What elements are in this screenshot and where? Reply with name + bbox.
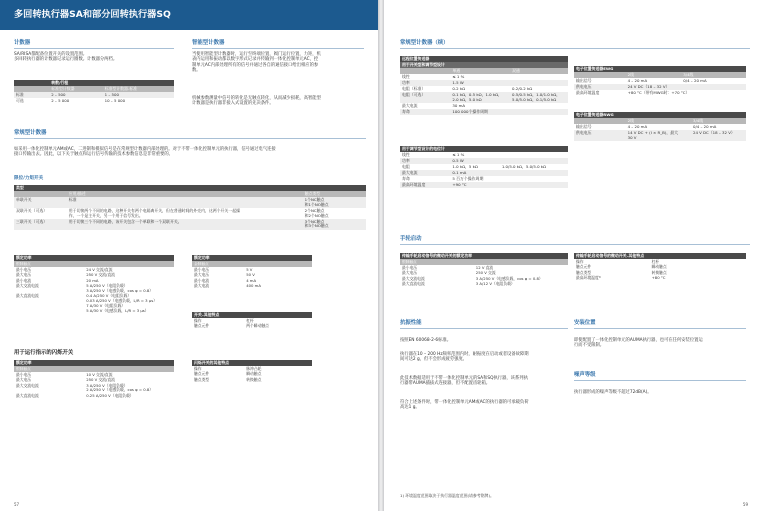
table-row: 三联开关（可选） 用于切换三个不同的电路，该开关包含一个单联和一个双联开关。 3个NC触点 和3个NO触点 bbox=[14, 219, 366, 230]
remote-transmitter-table bbox=[400, 56, 568, 115]
handwheel-features-header: 传输手轮启动信号的微动开关–其他特点 bbox=[574, 253, 746, 259]
section-blinker: 用于运行指示的闪烁开关 bbox=[14, 350, 74, 356]
list-item: 最小电压 12 V 直流 bbox=[402, 264, 494, 270]
vibration-paragraph-1: 按照EN 60068-2-6标准。 bbox=[400, 338, 452, 343]
noise-paragraph: 执行器形成的噪声等级不超过72dB(A)。 bbox=[574, 390, 652, 395]
handwheel-features-box bbox=[574, 253, 746, 282]
page-number-right: 59 bbox=[742, 502, 748, 507]
list-item: 操作 杠杆 bbox=[194, 317, 254, 323]
list-item: 最大交流电流 3 A/250 V（电阻负载） 2 A/250 V（电感负载，cos φ = 0.8） bbox=[16, 382, 154, 393]
handwheel-rating-sub: 银制触点 bbox=[400, 259, 568, 265]
list-item: 最高环境温度¹⁾ +80 °C bbox=[576, 275, 666, 281]
list-item: 最大直流电流 0.4 A/250 V（电阻负载） 0.03 A/250 V（电感负载，L/R = 3 µs） 7 A/30 V（电阻负载） 5 A/30 V（电感负载，L/R = 3 µs） bbox=[16, 293, 157, 313]
limit-col-type: 触点类型 bbox=[303, 191, 366, 197]
list-item: 最大交流电流 3 A/250 V（电感负载，cos φ = 0.8） bbox=[402, 275, 543, 281]
ewg-table bbox=[574, 66, 746, 96]
handwheel-rating-header: 传输手轮启动信号的微动开关的额定功率 bbox=[400, 253, 568, 259]
section-vibration: 抗振性能 bbox=[400, 320, 568, 329]
remote-table-header: 远程位置传送器 bbox=[400, 56, 568, 62]
table-row: 最大电流 30 mA bbox=[402, 102, 466, 108]
counter-col-2: 标准型计数器-标准 bbox=[103, 86, 174, 92]
smart-counter-paragraph-2: 机械参数测量中信号的转化是无触点转化，从而减少损耗，高智能型 计数器是执行器非接入式设置的先决条件。 bbox=[192, 96, 321, 107]
limit-switch-heading: 限位/力矩开关 bbox=[14, 176, 44, 181]
list-item: 触点类型 转换触点 bbox=[576, 269, 667, 275]
blinker-features-header: 闪烁开关的其他特点 bbox=[192, 360, 312, 366]
table-row: 线性 ≤ 1 % bbox=[402, 151, 465, 157]
rating-gold-box bbox=[192, 255, 312, 289]
blinker-features-box bbox=[192, 360, 312, 383]
table-row: 寿命 100 000个操作周期 bbox=[400, 109, 568, 115]
ewg-col-2wire: 2线 bbox=[626, 72, 682, 78]
list-item: 触点元件 瞬动触点 bbox=[576, 264, 667, 270]
table-row: 双联开关（可选） 用于切换两个不同的电路，这种开关有两个电隔离开关，但在普通时间的外壳内，这两个开关一起操 作，一个是主开关，另一个用于信号发出。 2个NC触点 和2个NO触点 bbox=[16, 207, 329, 218]
rating-silver-header: 额定功率 bbox=[14, 255, 174, 261]
remote-col-single: 单通 bbox=[450, 68, 510, 74]
table-row: 电阻（可选） 0.1 kΩ，0.5 kΩ，1.0 kΩ， 2.0 kΩ，5.0 kΩ 0.5/0.5 kΩ，1.0/1.0 kΩ， 5.0/5.0 kΩ，0.1/5.0 kΩ bbox=[400, 92, 568, 103]
counter-col-1: 标准型计数器 bbox=[49, 86, 102, 92]
table-row: 供电电压 14 V DC + (I × R_B)，最大 30 V 24 V DC（18 – 32 V） bbox=[574, 130, 746, 141]
list-item: 最大电压 250 V 交流/直流 bbox=[16, 377, 115, 383]
section-counter: 计数器 bbox=[14, 40, 174, 49]
rwg-table bbox=[574, 112, 746, 141]
table-row: 输出信号 4 – 20 mA 0/4 – 20 mA bbox=[576, 77, 707, 83]
section-handwheel: 手轮启动 bbox=[400, 236, 750, 245]
list-item: 最小电压 24 V 交流/直流 bbox=[16, 266, 113, 272]
potentiometer-table bbox=[400, 146, 568, 188]
table-row: 线性 ≤ 1 % bbox=[402, 73, 465, 79]
limit-switch-table bbox=[14, 185, 366, 230]
section-smart-counter: 智能型计数器 bbox=[192, 40, 364, 49]
switch-features-box bbox=[192, 312, 312, 330]
list-item: 最小电流 20 mA bbox=[16, 277, 99, 283]
rating-gold-header: 额定功率 bbox=[192, 255, 312, 261]
rwg-col-2wire: 2线 bbox=[626, 118, 691, 124]
table-row: 功率 0.5 W bbox=[400, 158, 568, 164]
potentiometer-table-header: 用于调节型设计的电位计 bbox=[400, 146, 568, 152]
vibration-paragraph-3: 此技术数据适用于不带一体化控制单元的SA和SQ执行器，该系列执 行器带AUMA插拔式连接器，但不配置齿轮箱。 bbox=[400, 376, 528, 387]
table-row: 单联开关 标准 1个NC触点 和1个NO触点 bbox=[14, 197, 366, 208]
list-item: 最大电压 250 V 交流 bbox=[402, 270, 496, 276]
table-row: 最高环境温度 +90 °C bbox=[400, 182, 568, 188]
list-item: 操作 脉冲凸轮 bbox=[194, 365, 262, 371]
blinker-rating-header: 额定功率 bbox=[14, 360, 174, 366]
list-item: 最小电压 10 V 交流/直流 bbox=[16, 371, 113, 377]
right-page bbox=[384, 0, 762, 511]
mounting-paragraph: 即使配置了一体化控制单元的AUMA执行器，也可在任何安装位置运 行而不受限制。 bbox=[574, 338, 703, 349]
table-row: 供电电压 24 V DC（18 – 32 V） bbox=[574, 84, 746, 90]
section-conventional-cont: 常规型计数器（续） bbox=[400, 40, 750, 49]
table-row: 电阻 1.0 kΩ，5 kΩ 1.0/5.0 kΩ，5.0/5.0 kΩ bbox=[402, 163, 547, 169]
page-title: 多回转执行器SA和部分回转执行器SQ bbox=[0, 0, 378, 30]
counter-table-header: 转数/行程 bbox=[49, 80, 174, 86]
list-item: 触点元件 瞬动触点 bbox=[194, 371, 262, 377]
page-number-left: 57 bbox=[14, 502, 20, 507]
handwheel-rating-box bbox=[400, 253, 568, 287]
list-item: 触点元件 两个瞬动触点 bbox=[194, 323, 269, 329]
table-row: 最大电流 0.1 mA bbox=[400, 170, 568, 176]
blinker-rating-sub: 银制触点 bbox=[14, 366, 174, 372]
section-conventional-counter: 常规型计数器 bbox=[14, 130, 366, 139]
section-mounting: 安装位置 bbox=[574, 320, 746, 329]
limit-table-header: 类型 bbox=[14, 185, 366, 191]
section-noise: 噪声等级 bbox=[574, 372, 746, 381]
footnote: 1) 环境温度范围取决于执行器温度范围(请参考铭牌)。 bbox=[400, 493, 494, 498]
left-page bbox=[0, 0, 378, 511]
table-row: 电阻（标准） 0.2 kΩ 0.2/0.2 kΩ bbox=[402, 85, 533, 91]
counter-paragraph: SA/RISA都配备位置开关的设置范围。 多回转执行器的计数器记录运行圈数。计数器分两档。 bbox=[14, 52, 118, 63]
vibration-paragraph-4: 符合上述条件时，带一体化控制单元AM或AC的执行器的可承载负荷 高达1 g。 bbox=[400, 400, 529, 411]
rating-silver-sub: 银制触点 bbox=[14, 261, 174, 267]
list-item: 最大直流电流 0.25 A/250 V（电阻负载） bbox=[16, 392, 134, 398]
rating-gold-sub: 金制触点 bbox=[192, 261, 312, 267]
rating-silver-box bbox=[14, 255, 174, 314]
rwg-col-34wire: 3/4线 bbox=[691, 118, 746, 124]
list-item: 最大交流电流 5 A/250 V（电阻负载） 3 A/250 V（电感负载，cos φ = 0.8） bbox=[16, 283, 154, 293]
table-row: 功率 1.5 W bbox=[400, 80, 568, 86]
remote-col-dual: 双通 bbox=[510, 68, 568, 74]
list-item: 最小电压 5 V bbox=[194, 266, 253, 272]
switch-features-header: 开关–其他特点 bbox=[192, 312, 312, 318]
ewg-table-header: 电子位置传送器EWG bbox=[574, 66, 746, 72]
ewg-col-34wire: 3/4线 bbox=[681, 72, 746, 78]
list-item: 最大直流电流 3 A/12 V（电阻负载） bbox=[402, 281, 515, 287]
vibration-paragraph-2: 执行器在10 – 200 Hz频率范围内时，耐振度在启动或者设备故障期 间可达2 g，但不会形成疲劳强度。 bbox=[400, 352, 529, 363]
counter-table bbox=[14, 80, 174, 104]
table-row: 可选 2 – 5 000 10 – 5 000 bbox=[16, 97, 126, 103]
list-item: 最大电压 250 V 交流/直流 bbox=[16, 272, 115, 278]
remote-table-subheader: 用于开关型和调节型设计 bbox=[400, 62, 568, 68]
list-item: 最大电压 50 V bbox=[194, 272, 255, 278]
rwg-table-header: 电子位置传送器RWG bbox=[574, 112, 746, 118]
blinker-rating-box bbox=[14, 360, 174, 399]
conventional-counter-paragraph: 如采用一体化控制单元AM或AC，二进制和模拟信号是在常规型计数器内部处理的。对于不带一体化控制单元的执行器，信号通过电气连接 接口传输出去。因此，以下关于触点和运行信号传输的技术参数信息是非常重要的。 bbox=[14, 147, 276, 158]
list-item: 最小电流 4 mA bbox=[194, 277, 257, 283]
table-row: 输出信号 4 – 20 mA 0/4 – 20 mA bbox=[576, 123, 717, 129]
table-row: 最高环境温度 +80 °C（带有MWG时：+70 °C） bbox=[576, 89, 690, 95]
limit-col-desc: 应用/描述 bbox=[67, 191, 303, 197]
smart-counter-paragraph-1: 当使用智能型计数器时，运行至终端位置，阀门运行位置，力矩，机 表内运用和振动都以数字形式记录并传输到一体化控制单元AC，控 制单元AC内部处理所有的信号并通过各自的通信接口给出相应的参 数。 bbox=[192, 52, 321, 74]
list-item: 最大电流 400 mA bbox=[194, 283, 261, 289]
table-row: 标准 2 – 500 1 – 500 bbox=[14, 92, 174, 98]
table-row: 寿命 5 百万个操作周期 bbox=[402, 175, 484, 181]
list-item: 触点类型 转换触点 bbox=[194, 376, 262, 382]
list-item: 操作 杠杆 bbox=[576, 258, 660, 264]
